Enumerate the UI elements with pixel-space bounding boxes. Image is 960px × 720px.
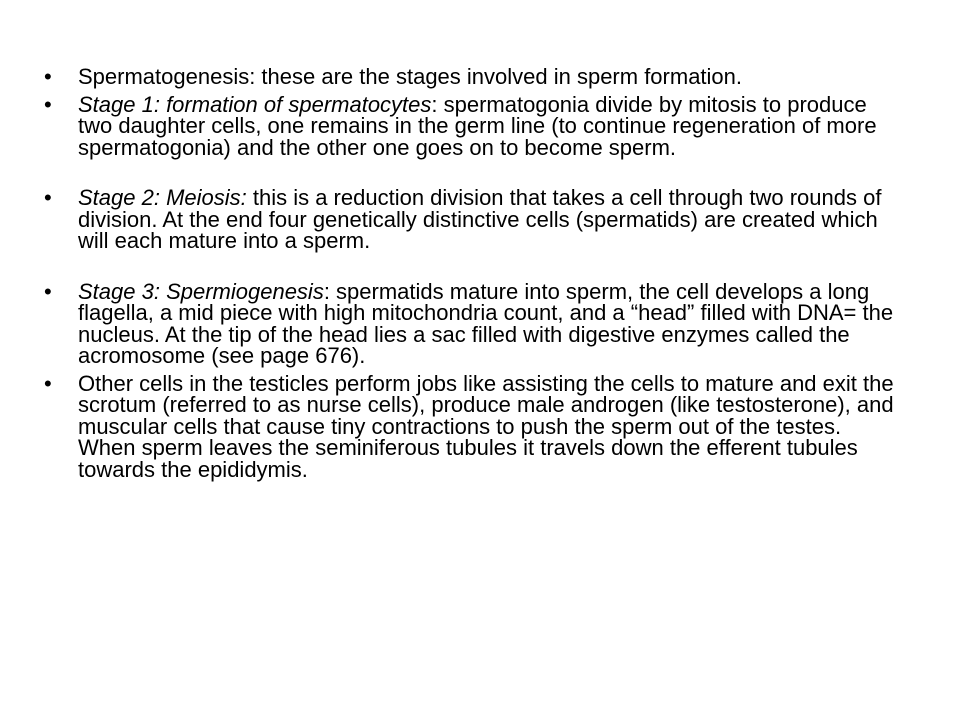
bullet-list [44,66,894,480]
bullet-stage-2 [44,187,894,252]
bullet-marker: • [44,64,52,89]
bullet-marker: • [44,91,52,117]
stage-3-heading: Stage 3: Spermiogenesis [78,278,324,304]
bullet-text: this is a reduction division that takes a cell through two rounds of division. At the end four genetically distinctive cells (spermatids) are created which will each mature into a sperm. [78,185,882,253]
bullet-marker: • [44,370,52,396]
bullet-marker: • [44,185,52,210]
bullet-stage-3 [44,278,894,368]
bullet-stage-1 [44,91,894,160]
stage-1-heading: Stage 1: formation of spermatocytes [78,91,432,117]
bullet-text: : spermatogonia divide by mitosis to produce two daughter cells, one remains in the germ line (to continue regeneration of more spermatogonia) and the other one goes on to become sperm. [78,91,877,160]
bullet-text: Other cells in the testicles perform jobs like assisting the cells to mature and exit the scrotum (referred to as nurse cells), produce male androgen (like testosterone), and muscular cells that cause tiny contractions to push the sperm out of the testes. When sperm leaves the seminiferous tubules it travels down the efferent tubules towards the epididymis. [78,370,894,482]
bullet-other-cells [44,370,894,482]
bullet-spermatogenesis-definition [44,66,894,88]
bullet-text: : spermatids mature into sperm, the cell develops a long flagella, a mid piece with high mitochondria count, and a “head” filled with DNA= the nucleus. At the tip of the head lies a sac filled with digestive enzymes called the acromosome (see page 676). [78,278,894,368]
stage-2-heading: Stage 2: Meiosis: [78,185,247,210]
bullet-text: Spermatogenesis: these are the stages involved in sperm formation. [78,64,743,89]
bullet-marker: • [44,278,52,304]
